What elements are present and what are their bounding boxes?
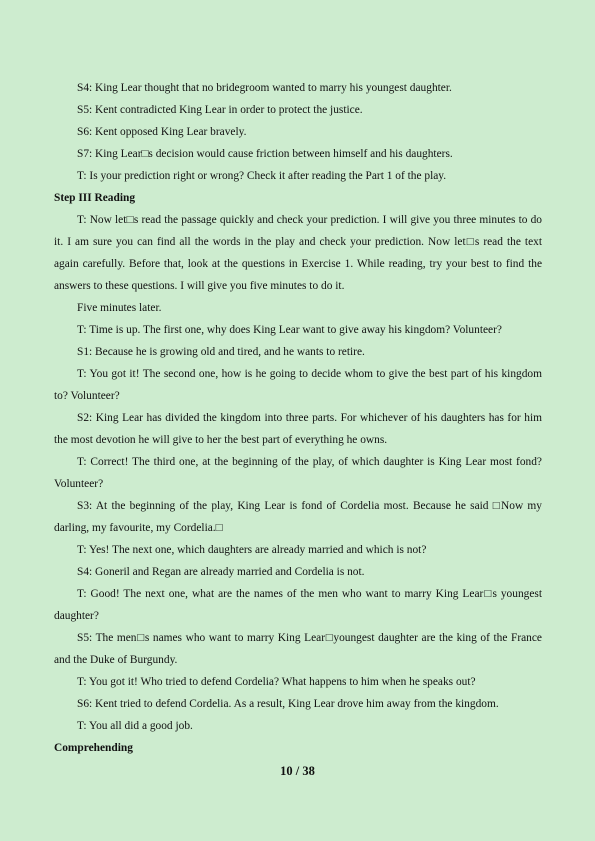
paragraph: T: Is your prediction right or wrong? Check it after reading the Part 1 of the play. xyxy=(77,170,447,182)
paragraph: S7: King Lear□s decision would cause friction between himself and his daughters. xyxy=(77,148,453,160)
paragraph: T: Yes! The next one, which daughters are already married and which is not? xyxy=(77,544,427,556)
paragraph: S6: Kent tried to defend Cordelia. As a result, King Lear drove him away from the kingdom. xyxy=(77,698,499,710)
paragraph: Five minutes later. xyxy=(77,302,162,314)
paragraph: T: You got it! Who tried to defend Cordelia? What happens to him when he speaks out? xyxy=(77,676,476,688)
paragraph: S6: Kent opposed King Lear bravely. xyxy=(77,126,247,138)
paragraph: T: Good! The next one, what are the names of the men who want to marry King Lear□s youngest daughter? xyxy=(54,588,542,622)
paragraph: S4: King Lear thought that no bridegroom wanted to marry his youngest daughter. xyxy=(77,82,452,94)
paragraph: T: Now let□s read the passage quickly and check your prediction. I will give you three minutes to do it. I am sure you can find all the words in the play and check your prediction. Now let□s read the text again carefully. Before that, look at the questions in Exercise 1. While reading, try your best to find the answers to these questions. I will give you five minutes to do it. xyxy=(54,214,542,292)
paragraph: T: You got it! The second one, how is he going to decide whom to give the best part of his kingdom to? Volunteer? xyxy=(54,368,542,402)
document-body xyxy=(54,77,542,759)
paragraph: S2: King Lear has divided the kingdom into three parts. For whichever of his daughters has for him the most devotion he will give to her the best part of everything he owns. xyxy=(54,412,542,446)
paragraph: T: Time is up. The first one, why does King Lear want to give away his kingdom? Volunteer? xyxy=(77,324,502,336)
paragraph: S5: Kent contradicted King Lear in order to protect the justice. xyxy=(77,104,363,116)
section-heading: Comprehending xyxy=(54,742,133,754)
paragraph: S4: Goneril and Regan are already married and Cordelia is not. xyxy=(77,566,365,578)
paragraph: S1: Because he is growing old and tired, and he wants to retire. xyxy=(77,346,365,358)
paragraph: T: Correct! The third one, at the beginning of the play, of which daughter is King Lear most fond? Volunteer? xyxy=(54,456,542,490)
paragraph: S5: The men□s names who want to marry King Lear□youngest daughter are the king of the France and the Duke of Burgundy. xyxy=(54,632,542,666)
page-number: 10 / 38 xyxy=(280,764,315,778)
paragraph: T: You all did a good job. xyxy=(77,720,193,732)
section-heading: Step III Reading xyxy=(54,192,136,204)
paragraph: S3: At the beginning of the play, King Lear is fond of Cordelia most. Because he said □Now my darling, my favourite, my Cordelia.□ xyxy=(54,500,542,534)
